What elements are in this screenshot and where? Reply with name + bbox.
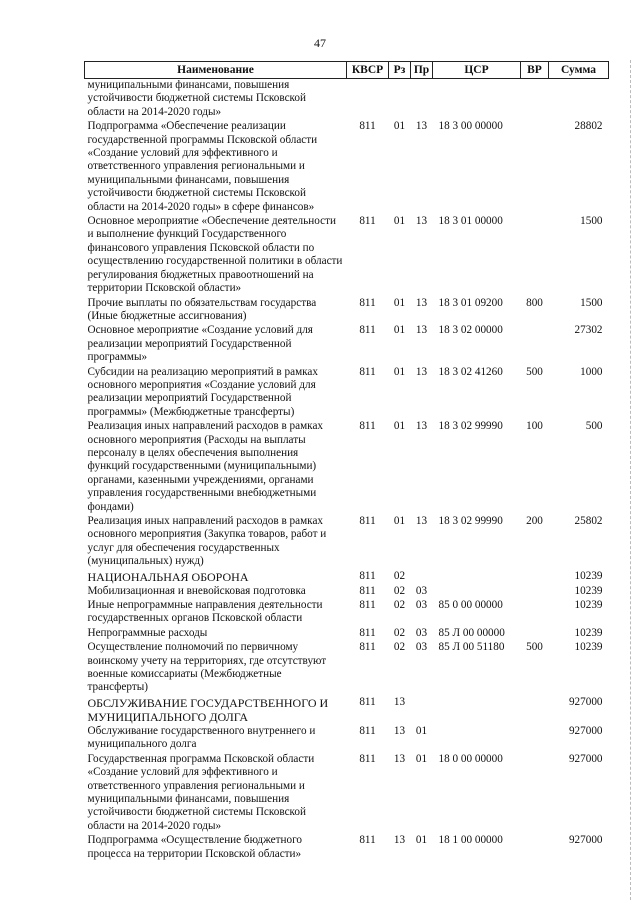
cell-csr — [433, 79, 521, 120]
table-row — [85, 419, 609, 514]
cell-rz: 01 — [393, 215, 406, 228]
cell-sum: 927000 — [568, 752, 603, 765]
cell-rz: 13 — [393, 834, 406, 847]
cell-vr — [521, 214, 549, 295]
cell-kvsr: 811 — [359, 599, 376, 612]
table-header — [85, 62, 609, 79]
cell-name: Субсидии на реализацию мероприятий в рамках основного мероприятия «Создание условий для реализации мероприятий Государственной программы» (Межбюджетные трансферты) — [87, 365, 318, 418]
table-row — [85, 119, 609, 214]
cell-pr: 03 — [415, 599, 428, 612]
cell-vr: 800 — [526, 296, 543, 309]
cell-kvsr: 811 — [359, 569, 376, 582]
cell-csr: 85 Л 00 51180 — [438, 641, 505, 654]
cell-kvsr: 811 — [359, 834, 376, 847]
table-row — [85, 695, 609, 724]
cell-name: Прочие выплаты по обязательствам государства (Иные бюджетные ассигнования) — [87, 296, 317, 322]
cell-csr: 18 3 02 41260 — [438, 365, 503, 378]
cell-kvsr: 811 — [359, 365, 376, 378]
cell-sum: 1500 — [580, 215, 603, 228]
cell-vr — [521, 598, 549, 626]
cell-pr: 13 — [415, 365, 428, 378]
cell-sum: 927000 — [568, 724, 603, 737]
cell-pr — [411, 569, 433, 584]
cell-pr: 13 — [415, 420, 428, 433]
cell-sum: 28802 — [574, 120, 603, 133]
cell-rz: 01 — [393, 324, 406, 337]
cell-vr: 500 — [526, 365, 543, 378]
table-body — [85, 79, 609, 861]
cell-vr: 200 — [526, 515, 543, 527]
cell-sum: 927000 — [568, 834, 603, 847]
cell-kvsr: 811 — [359, 120, 376, 133]
cell-pr: 13 — [415, 215, 428, 228]
cell-vr: 500 — [526, 641, 543, 654]
cell-csr: 18 3 00 00000 — [438, 120, 503, 133]
table-row — [85, 833, 609, 861]
cell-sum: 10239 — [574, 569, 603, 582]
cell-vr — [521, 626, 549, 640]
cell-rz: 02 — [393, 626, 406, 639]
cell-vr — [521, 79, 549, 120]
budget-table — [84, 61, 609, 861]
header-name: Наименование — [85, 62, 347, 79]
cell-name: НАЦИОНАЛЬНАЯ ОБОРОНА — [87, 569, 249, 584]
cell-vr — [521, 323, 549, 364]
cell-kvsr: 811 — [359, 724, 376, 737]
cell-pr — [411, 695, 433, 724]
cell-rz: 01 — [393, 120, 406, 133]
table-row — [85, 752, 609, 833]
cell-sum: 10239 — [574, 641, 603, 654]
header-vr: ВР — [521, 62, 549, 79]
table-row — [85, 214, 609, 295]
cell-name: ОБСЛУЖИВАНИЕ ГОСУДАРСТВЕННОГО И МУНИЦИПАЛЬНОГО ДОЛГА — [87, 695, 329, 724]
cell-csr: 85 0 00 00000 — [438, 599, 503, 612]
cell-name: Подпрограмма «Осуществление бюджетного процесса на территории Псковской области» — [87, 834, 303, 860]
cell-sum: 27302 — [574, 324, 603, 337]
cell-csr — [433, 724, 521, 752]
cell-sum: 1500 — [580, 296, 603, 309]
cell-rz: 01 — [393, 515, 406, 527]
cell-kvsr: 811 — [359, 641, 376, 654]
cell-pr — [411, 79, 433, 120]
cell-name: муниципальными финансами, повышения устойчивости бюджетной системы Псковской области на 2014-2020 годы» — [87, 79, 306, 118]
cell-rz: 02 — [393, 584, 406, 597]
cell-kvsr: 811 — [359, 584, 376, 597]
table-row — [85, 79, 609, 120]
cell-kvsr: 811 — [359, 296, 376, 309]
cell-kvsr: 811 — [359, 515, 376, 527]
cell-pr: 13 — [415, 324, 428, 337]
cell-rz: 01 — [393, 365, 406, 378]
scan-edge — [630, 60, 632, 900]
cell-kvsr — [347, 79, 389, 120]
cell-pr: 03 — [415, 584, 428, 597]
table-row — [85, 569, 609, 584]
cell-vr — [521, 833, 549, 861]
cell-pr: 03 — [415, 641, 428, 654]
header-csr: ЦСР — [433, 62, 521, 79]
table-row — [85, 365, 609, 420]
cell-vr — [521, 119, 549, 214]
cell-vr — [521, 695, 549, 724]
table-row — [85, 598, 609, 626]
cell-sum: 1000 — [580, 365, 603, 378]
header-rz: Рз — [389, 62, 411, 79]
cell-csr — [433, 584, 521, 598]
table-row — [85, 296, 609, 324]
cell-sum: 25802 — [574, 515, 603, 527]
cell-csr: 18 3 02 99990 — [438, 515, 503, 527]
header-sum: Сумма — [549, 62, 609, 79]
cell-rz: 13 — [393, 724, 406, 737]
cell-rz: 13 — [393, 752, 406, 765]
header-kvsr: КВСР — [347, 62, 389, 79]
cell-pr: 13 — [415, 296, 428, 309]
header-pr: Пр — [411, 62, 433, 79]
cell-kvsr: 811 — [359, 215, 376, 228]
cell-sum: 927000 — [568, 695, 603, 708]
table-row — [85, 514, 609, 569]
cell-sum: 10239 — [574, 626, 603, 639]
cell-csr — [433, 695, 521, 724]
cell-pr: 01 — [415, 724, 428, 737]
cell-rz — [389, 79, 411, 120]
cell-name: Непрограммные расходы — [87, 626, 208, 639]
cell-kvsr: 811 — [359, 626, 376, 639]
cell-name: Обслуживание государственного внутреннего и муниципального долга — [87, 724, 316, 751]
cell-vr — [521, 569, 549, 584]
cell-rz: 02 — [393, 641, 406, 654]
cell-csr — [433, 569, 521, 584]
cell-sum: 10239 — [574, 599, 603, 612]
cell-pr: 01 — [415, 752, 428, 765]
cell-rz: 13 — [393, 695, 406, 708]
cell-rz: 02 — [393, 569, 406, 582]
cell-kvsr: 811 — [359, 420, 376, 433]
cell-csr: 85 Л 00 00000 — [438, 626, 505, 639]
cell-name: Иные непрограммные направления деятельности государственных органов Псковской области — [87, 599, 323, 625]
cell-pr: 13 — [415, 515, 428, 527]
table-row — [85, 626, 609, 640]
cell-name: Основное мероприятие «Создание условий для реализации мероприятий Государственной программы» — [87, 324, 313, 364]
cell-kvsr: 811 — [359, 324, 376, 337]
cell-csr: 18 1 00 00000 — [438, 834, 503, 847]
cell-name: Реализация иных направлений расходов в рамках основного мероприятия (Закупка товаров, работ и услуг для обеспечения государственных (муниципальных) нужд) — [87, 515, 327, 568]
cell-vr — [521, 724, 549, 752]
cell-csr: 18 3 02 99990 — [438, 420, 503, 433]
cell-name: Осуществление полномочий по первичному воинскому учету на территориях, где отсутствуют военные комиссариаты (Межбюджетные трансферты) — [87, 641, 327, 694]
table-row — [85, 584, 609, 598]
cell-pr: 13 — [415, 120, 428, 133]
cell-rz: 01 — [393, 420, 406, 433]
cell-pr: 03 — [415, 626, 428, 639]
cell-kvsr: 811 — [359, 752, 376, 765]
cell-sum — [549, 79, 609, 120]
cell-rz: 01 — [393, 296, 406, 309]
table-row — [85, 640, 609, 695]
cell-csr: 18 3 01 00000 — [438, 215, 503, 228]
cell-csr: 18 3 01 09200 — [438, 296, 503, 309]
cell-sum: 500 — [585, 420, 603, 433]
table-row — [85, 724, 609, 752]
cell-name: Основное мероприятие «Обеспечение деятельности и выполнение функций Государственного финансового управления Псковской области по осуществлению государственной политики в области регулирования бюджетных правоотношений на территории Псковской области» — [87, 215, 343, 295]
cell-rz: 02 — [393, 599, 406, 612]
table-row — [85, 323, 609, 364]
cell-name: Государственная программа Псковской области «Создание условий для эффективного и ответственного управления региональными и муниципальными финансами, повышения устойчивости бюджетной системы Псковской области на 2014-2020 годы» — [87, 752, 315, 832]
cell-name: Подпрограмма «Обеспечение реализации государственной программы Псковской области «Создание условий для эффективного и ответственного управления региональными и муниципальными финансами, повышения устойчивости бюджетной системы Псковской области на 2014-2020 годы» в сфере финансов» — [87, 120, 318, 213]
cell-csr: 18 3 02 00000 — [438, 324, 503, 337]
cell-pr: 01 — [415, 834, 428, 847]
cell-csr: 18 0 00 00000 — [438, 752, 503, 765]
cell-vr: 100 — [526, 420, 543, 433]
cell-name: Реализация иных направлений расходов в рамках основного мероприятия (Расходы на выплаты персоналу в целях обеспечения выполнения функций государственными (муниципальными) органами, казенными учреждениями, органами управления государственными внебюджетными фондами) — [87, 420, 324, 513]
cell-vr — [521, 584, 549, 598]
cell-vr — [521, 752, 549, 833]
cell-name: Мобилизационная и вневойсковая подготовка — [87, 584, 306, 597]
cell-sum: 10239 — [574, 584, 603, 597]
page-number: 47 — [314, 36, 326, 50]
cell-kvsr: 811 — [359, 695, 376, 708]
